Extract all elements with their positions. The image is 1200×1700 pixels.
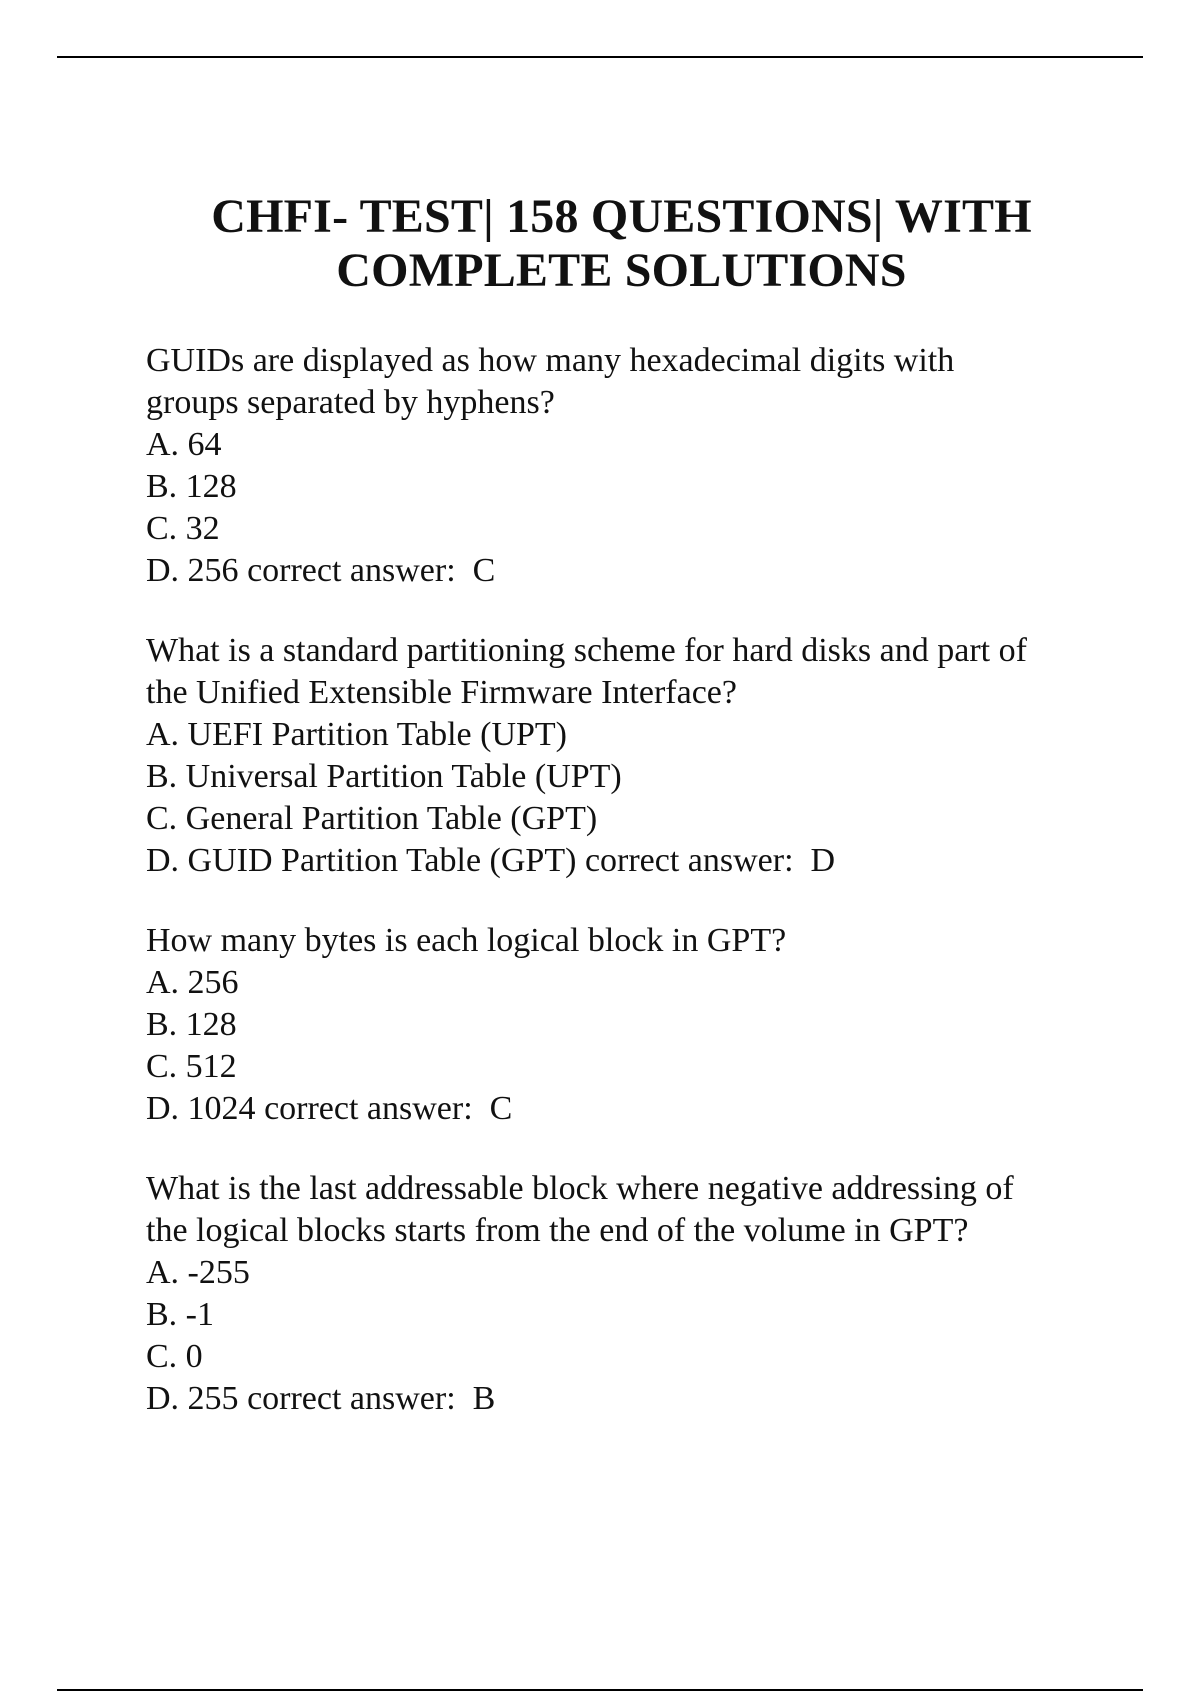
option-d-with-answer <box>146 840 1146 882</box>
option-b: B. Universal Partition Table (UPT) <box>146 758 622 795</box>
option-a: A. 64 <box>146 426 222 463</box>
question-text-line: GUIDs are displayed as how many hexadecimal digits with <box>146 342 955 379</box>
question-text-line: How many bytes is each logical block in GPT? <box>146 922 787 959</box>
option-d: D. 256 <box>146 552 239 589</box>
option-c: C. General Partition Table (GPT) <box>146 800 598 837</box>
option-d: D. GUID Partition Table (GPT) <box>146 842 577 879</box>
correct-answer: correct answer: C <box>238 552 496 589</box>
option-b: B. -1 <box>146 1296 214 1333</box>
title-line-2: COMPLETE SOLUTIONS <box>336 244 907 297</box>
question-block <box>146 340 1146 592</box>
document-title <box>80 190 1163 298</box>
question-text-line: groups separated by hyphens? <box>146 384 555 421</box>
option-d-with-answer <box>146 1088 1146 1130</box>
top-rule <box>57 56 1143 58</box>
option-b: B. 128 <box>146 468 237 505</box>
question-block <box>146 1168 1146 1420</box>
option-a: A. 256 <box>146 964 239 1001</box>
question-text-line: the Unified Extensible Firmware Interface? <box>146 674 737 711</box>
question-text-line: What is the last addressable block where negative addressing of <box>146 1170 1014 1207</box>
option-c: C. 512 <box>146 1048 237 1085</box>
correct-answer: correct answer: C <box>255 1090 513 1127</box>
option-a: A. UEFI Partition Table (UPT) <box>146 716 567 753</box>
question-block <box>146 630 1146 882</box>
correct-answer: correct answer: D <box>576 842 836 879</box>
correct-answer: correct answer: B <box>238 1380 496 1417</box>
question-block <box>146 920 1146 1130</box>
bottom-rule <box>57 1689 1143 1691</box>
question-text-line: What is a standard partitioning scheme for hard disks and part of <box>146 632 1027 669</box>
title-line-1: CHFI- TEST| 158 QUESTIONS| WITH <box>211 190 1032 243</box>
option-a: A. -255 <box>146 1254 250 1291</box>
option-d-with-answer <box>146 1378 1146 1420</box>
option-d: D. 1024 <box>146 1090 256 1127</box>
option-b: B. 128 <box>146 1006 237 1043</box>
option-d: D. 255 <box>146 1380 239 1417</box>
option-c: C. 0 <box>146 1338 203 1375</box>
questions-section <box>146 340 1146 1458</box>
option-c: C. 32 <box>146 510 220 547</box>
question-text-line: the logical blocks starts from the end of the volume in GPT? <box>146 1212 969 1249</box>
option-d-with-answer <box>146 550 1146 592</box>
